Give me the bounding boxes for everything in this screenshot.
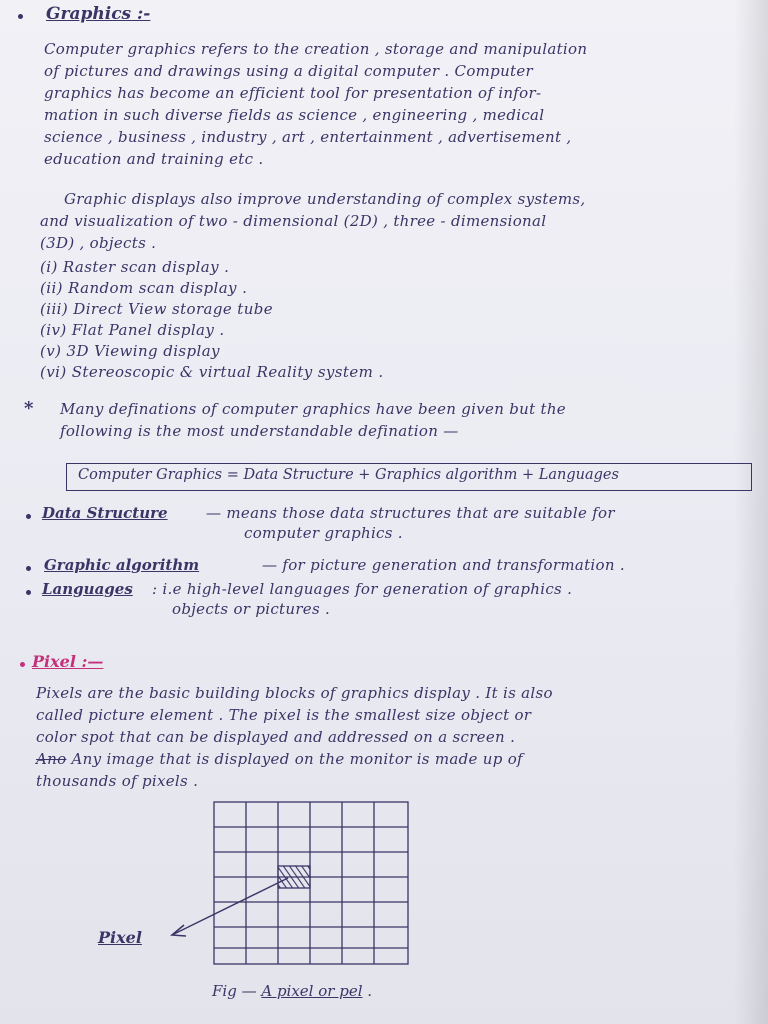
pixel-line: color spot that can be displayed and addressed on a screen . (36, 728, 516, 746)
definition-bullet (26, 566, 31, 571)
display-line: Graphic displays also improve understanding of complex systems, (64, 190, 586, 208)
display-line: (3D) , objects . (40, 234, 157, 252)
definition-term: Data Structure (42, 504, 168, 522)
definition-text: objects or pictures . (172, 600, 331, 618)
star-note-icon: * (24, 398, 34, 419)
page-title: Graphics :- (46, 4, 151, 24)
pixel-heading-bullet (20, 662, 25, 667)
definition-term: Graphic algorithm (44, 556, 200, 574)
definition-text: computer graphics . (244, 524, 403, 542)
star-note-line: following is the most understandable defination — (60, 422, 459, 440)
intro-line: of pictures and drawings using a digital computer . Computer (44, 62, 534, 80)
display-list-item: (ii) Random scan display . (40, 279, 248, 297)
display-line: and visualization of two - dimensional (2D) , three - dimensional (40, 212, 547, 230)
pixel-heading: Pixel :— (32, 652, 104, 671)
definition-text: : i.e high-level languages for generation of graphics . (152, 580, 573, 598)
pixel-line: Pixels are the basic building blocks of graphics display . It is also (36, 684, 553, 702)
intro-line: graphics has become an efficient tool for presentation of infor- (44, 84, 542, 102)
formula-text: Computer Graphics = Data Structure + Graphics algorithm + Languages (78, 467, 619, 483)
definition-bullet (26, 514, 31, 519)
display-list-item: (i) Raster scan display . (40, 258, 230, 276)
pixel-line: thousands of pixels . (36, 772, 199, 790)
definition-bullet (26, 590, 31, 595)
star-note-line: Many definations of computer graphics have been given but the (60, 400, 566, 418)
definition-text: — means those data structures that are suitable for (206, 504, 615, 522)
pixel-arrow (160, 870, 300, 945)
figure-caption: Fig — A pixel or pel . (212, 982, 373, 1000)
pixel-figure-label: Pixel (98, 928, 142, 947)
intro-line: science , business , industry , art , entertainment , advertisement , (44, 128, 572, 146)
definition-text: — for picture generation and transformation . (262, 556, 625, 574)
intro-line: education and training etc . (44, 150, 264, 168)
intro-line: Computer graphics refers to the creation , storage and manipulation (44, 40, 588, 58)
struck-word: Ano (36, 750, 67, 768)
display-list-item: (iii) Direct View storage tube (40, 300, 274, 318)
display-list-item: (vi) Stereoscopic & virtual Reality system . (40, 363, 384, 381)
intro-line: mation in such diverse fields as science , engineering , medical (44, 106, 545, 124)
title-bullet (18, 14, 23, 19)
definition-term: Languages (42, 580, 133, 598)
pixel-line: Ano Any image that is displayed on the monitor is made up of (36, 750, 523, 768)
page-edge-shadow (734, 0, 768, 1024)
pixel-line: called picture element . The pixel is the smallest size object or (36, 706, 532, 724)
display-list-item: (v) 3D Viewing display (40, 342, 220, 360)
display-list-item: (iv) Flat Panel display . (40, 321, 225, 339)
